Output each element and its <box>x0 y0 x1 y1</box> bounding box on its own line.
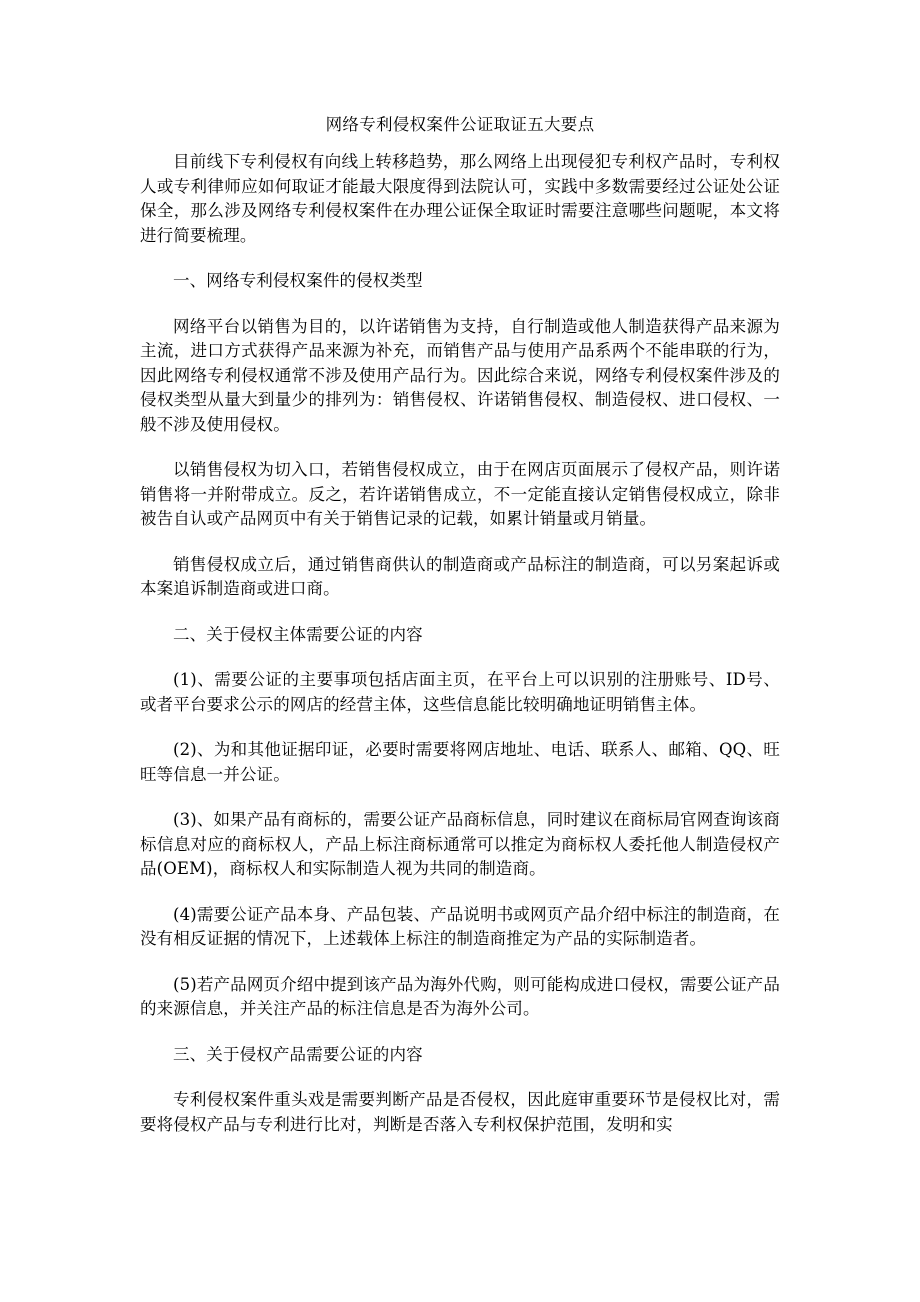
section-heading-1: 一、网络专利侵权案件的侵权类型 <box>173 271 423 290</box>
section2-paragraph: (2)、为和其他证据印证，必要时需要将网店地址、电话、联系人、邮箱、QQ、旺旺等信息一并公证。 <box>140 740 780 784</box>
intro-paragraph: 目前线下专利侵权有向线上转移趋势，那么网络上出现侵犯专利权产品时，专利权人或专利律师应如何取证才能最大限度得到法院认可，实践中多数需要经过公证处公证保全，那么涉及网络专利侵权案件在办理公证保全取证时需要注意哪些问题呢，本文将进行简要梳理。 <box>140 152 780 245</box>
section2-paragraph: (3)、如果产品有商标的，需要公证产品商标信息，同时建议在商标局官网查询该商标信息对应的商标权人，产品上标注商标通常可以推定为商标权人委托他人制造侵权产品(OEM)，商标权人和实际制造人视为共同的制造商。 <box>140 810 780 878</box>
section1-paragraph: 网络平台以销售为目的，以许诺销售为支持，自行制造或他人制造获得产品来源为主流，进口方式获得产品来源为补充，而销售产品与使用产品系两个不能串联的行为，因此网络专利侵权通常不涉及使用产品行为。因此综合来说，网络专利侵权案件涉及的侵权类型从量大到量少的排列为：销售侵权、许诺销售侵权、制造侵权、进口侵权、一般不涉及使用侵权。 <box>140 316 780 434</box>
section-heading-3: 三、关于侵权产品需要公证的内容 <box>173 1044 423 1064</box>
document-page <box>140 112 780 1158</box>
document-title: 网络专利侵权案件公证取证五大要点 <box>325 115 595 134</box>
section2-paragraph: (1)、需要公证的主要事项包括店面主页，在平台上可以识别的注册账号、ID号、或者平台要求公示的网店的经营主体，这些信息能比较明确地证明销售主体。 <box>140 670 780 714</box>
section1-paragraph: 以销售侵权为切入口，若销售侵权成立，由于在网店页面展示了侵权产品，则许诺销售将一并附带成立。反之，若许诺销售成立，不一定能直接认定销售侵权成立，除非被告自认或产品网页中有关于销售记录的记载，如累计销量或月销量。 <box>140 460 780 528</box>
section2-paragraph: (4)需要公证产品本身、产品包装、产品说明书或网页产品介绍中标注的制造商，在没有相反证据的情况下，上述载体上标注的制造商推定为产品的实际制造者。 <box>140 904 780 948</box>
section-heading-2: 二、关于侵权主体需要公证的内容 <box>173 624 423 644</box>
section3-paragraph: 专利侵权案件重头戏是需要判断产品是否侵权，因此庭审重要环节是侵权比对，需要将侵权产品与专利进行比对，判断是否落入专利权保护范围，发明和实 <box>140 1090 780 1134</box>
section2-paragraph: (5)若产品网页介绍中提到该产品为海外代购，则可能构成进口侵权，需要公证产品的来源信息，并关注产品的标注信息是否为海外公司。 <box>140 974 780 1018</box>
section1-paragraph: 销售侵权成立后，通过销售商供认的制造商或产品标注的制造商，可以另案起诉或本案追诉制造商或进口商。 <box>140 554 780 598</box>
